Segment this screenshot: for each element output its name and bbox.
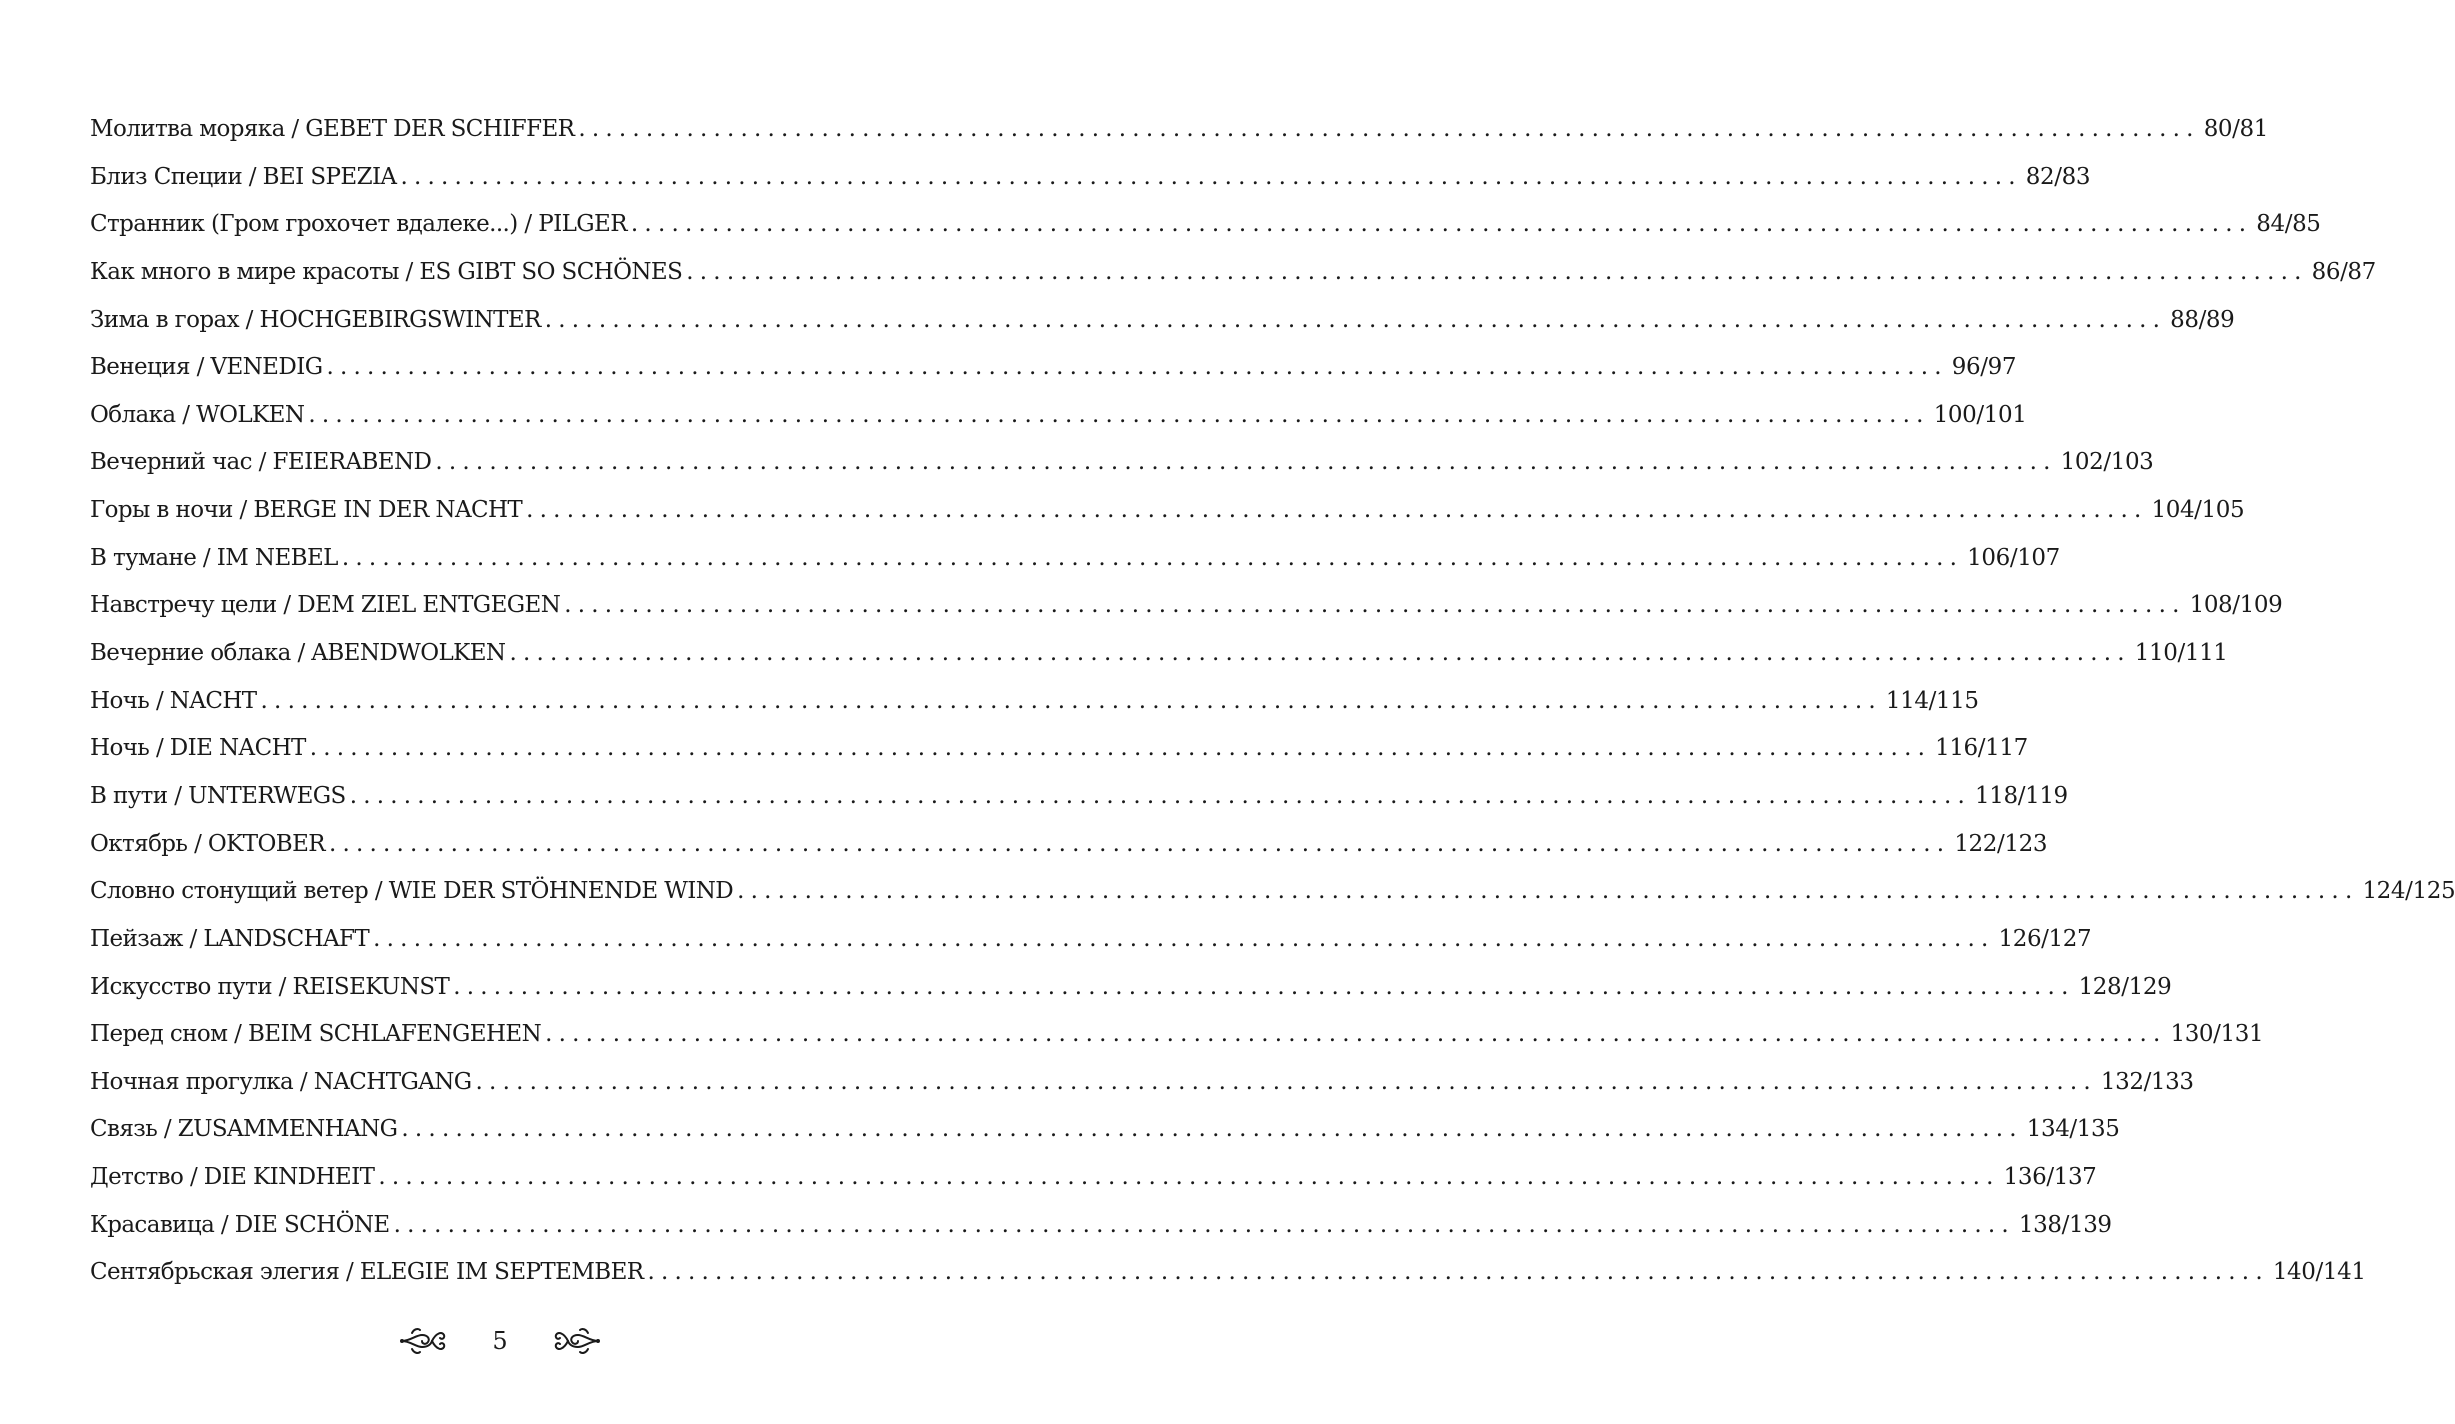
toc-entry-pages: 106/107 <box>1967 544 2060 571</box>
dot-leader: ........................................................................................................................ <box>737 878 2359 905</box>
toc-entry-pages: 82/83 <box>2025 163 2091 190</box>
toc-entry <box>90 392 2027 440</box>
toc-entry-title: Словно стонущий ветер / WIE DER STÖHNENDE WIND <box>90 878 734 905</box>
dot-leader: ........................................................................................................................ <box>400 163 2022 190</box>
toc-entry-title: Облака / WOLKEN <box>90 401 305 428</box>
toc-entry-pages: 104/105 <box>2151 497 2245 524</box>
toc-entry <box>90 106 2268 154</box>
toc-entry <box>90 344 2017 392</box>
dot-leader: ........................................................................................................................ <box>326 354 1948 381</box>
toc-entry <box>90 487 2245 535</box>
toc-entry-title: Молитва моряка / GEBET DER SCHIFFER <box>90 116 575 142</box>
toc-entry <box>90 916 2092 964</box>
toc-entry-pages: 128/129 <box>2078 973 2172 1000</box>
toc-entry-title: Венеция / VENEDIG <box>90 354 323 381</box>
toc-entry-title: Вечерние облака / ABENDWOLKEN <box>90 640 506 667</box>
toc-entry-title: Ночь / NACHT <box>90 687 257 714</box>
toc-entry-pages: 84/85 <box>2256 211 2321 238</box>
flourish-ornament-icon <box>552 1323 602 1359</box>
dot-leader: ........................................................................................................................ <box>545 1021 2167 1048</box>
page-footer <box>0 1318 1000 1364</box>
toc-entry <box>90 582 2283 630</box>
toc-entry-title: Искусство пути / REISEKUNST <box>90 973 450 1000</box>
toc-entry <box>90 1106 2120 1154</box>
toc-entry-pages: 126/127 <box>1998 925 2092 952</box>
dot-leader: ........................................................................................................................ <box>453 973 2075 1000</box>
dot-leader: ........................................................................................................................ <box>526 497 2148 524</box>
toc-entry-title: Сентябрьская элегия / ELEGIE IM SEPTEMBER <box>90 1259 644 1286</box>
toc-entry-pages: 138/139 <box>2018 1211 2112 1238</box>
dot-leader: ........................................................................................................................ <box>630 211 2253 238</box>
toc-entry-title: Перед сном / BEIM SCHLAFENGEHEN <box>90 1021 542 1048</box>
dot-leader: ........................................................................................................................ <box>393 1211 2015 1238</box>
toc-entry-title: В пути / UNTERWEGS <box>90 782 346 809</box>
toc-entry-pages: 86/87 <box>2311 258 2376 285</box>
toc-entry <box>90 678 1979 726</box>
toc-entry-pages: 122/123 <box>1954 830 2048 857</box>
dot-leader: ........................................................................................................................ <box>349 782 1972 809</box>
dot-leader: ........................................................................................................................ <box>564 592 2186 619</box>
table-of-contents <box>90 106 2455 1297</box>
toc-entry-pages: 124/125 <box>2362 878 2455 905</box>
dot-leader: ........................................................................................................................ <box>328 830 1951 857</box>
dot-leader: ........................................................................................................................ <box>308 401 1930 428</box>
toc-entry-pages: 134/135 <box>2026 1116 2120 1143</box>
toc-entry <box>90 1011 2264 1059</box>
dot-leader: ........................................................................................................................ <box>509 640 2131 667</box>
dot-leader: ........................................................................................................................ <box>373 925 1995 952</box>
dot-leader: ........................................................................................................................ <box>475 1068 2097 1095</box>
toc-entry <box>90 868 2455 916</box>
toc-entry <box>90 249 2376 297</box>
toc-entry <box>90 1249 2366 1297</box>
toc-entry-pages: 108/109 <box>2189 592 2283 619</box>
toc-entry-title: Связь / ZUSAMMENHANG <box>90 1116 398 1143</box>
toc-entry <box>90 439 2154 487</box>
toc-entry-title: Близ Специи / BEI SPEZIA <box>90 163 397 190</box>
toc-entry-pages: 96/97 <box>1951 354 2017 381</box>
toc-entry-title: Ночная прогулка / NACHTGANG <box>90 1068 472 1095</box>
toc-entry-title: В тумане / IM NEBEL <box>90 544 338 571</box>
toc-entry <box>90 964 2172 1012</box>
toc-entry-pages: 130/131 <box>2170 1021 2264 1048</box>
dot-leader: ........................................................................................................................ <box>401 1116 2023 1143</box>
toc-entry-pages: 116/117 <box>1935 735 2028 762</box>
toc-entry <box>90 630 2228 678</box>
toc-entry-title: Красавица / DIE SCHÖNE <box>90 1211 390 1238</box>
dot-leader: ........................................................................................................................ <box>378 1164 2000 1191</box>
toc-entry-title: Детство / DIE KINDHEIT <box>90 1164 375 1191</box>
dot-leader: ........................................................................................................................ <box>435 449 2057 476</box>
flourish-ornament-icon <box>398 1323 448 1359</box>
page-number: 5 <box>492 1327 508 1355</box>
toc-entry-title: Ночь / DIE NACHT <box>90 735 306 762</box>
toc-entry <box>90 773 2068 821</box>
toc-entry-pages: 88/89 <box>2170 306 2235 333</box>
toc-entry-title: Вечерний час / FEIERABEND <box>90 449 432 476</box>
toc-entry <box>90 1059 2194 1107</box>
toc-entry-pages: 102/103 <box>2060 449 2154 476</box>
dot-leader: ........................................................................................................................ <box>309 735 1932 762</box>
toc-entry-pages: 110/111 <box>2134 640 2228 667</box>
toc-entry-pages: 140/141 <box>2272 1259 2366 1286</box>
toc-entry <box>90 1202 2112 1250</box>
toc-entry <box>90 297 2235 345</box>
toc-entry <box>90 201 2321 249</box>
toc-entry-title: Октябрь / OKTOBER <box>90 830 325 857</box>
toc-entry-title: Как много в мире красоты / ES GIBT SO SCHÖNES <box>90 258 683 285</box>
toc-entry-title: Навстречу цели / DEM ZIEL ENTGEGEN <box>90 592 561 619</box>
toc-entry <box>90 154 2091 202</box>
toc-entry <box>90 535 2060 583</box>
toc-entry-pages: 136/137 <box>2003 1164 2097 1191</box>
toc-entry-title: Странник (Гром грохочет вдалеке...) / PILGER <box>90 211 627 238</box>
toc-entry-title: Горы в ночи / BERGE IN DER NACHT <box>90 497 523 524</box>
toc-entry-pages: 114/115 <box>1885 687 1979 714</box>
toc-entry <box>90 821 2048 869</box>
dot-leader: ........................................................................................................................ <box>578 116 2200 142</box>
toc-entry-title: Пейзаж / LANDSCHAFT <box>90 925 370 952</box>
toc-entry-pages: 118/119 <box>1975 782 2068 809</box>
dot-leader: ........................................................................................................................ <box>544 306 2167 333</box>
toc-entry-pages: 80/81 <box>2203 116 2268 142</box>
toc-entry <box>90 725 2028 773</box>
toc-entry-pages: 100/101 <box>1933 401 2027 428</box>
dot-leader: ........................................................................................................................ <box>260 687 1882 714</box>
dot-leader: ........................................................................................................................ <box>686 258 2308 285</box>
toc-entry-pages: 132/133 <box>2100 1068 2194 1095</box>
toc-entry <box>90 1154 2097 1202</box>
dot-leader: ........................................................................................................................ <box>341 544 1964 571</box>
toc-entry-title: Зима в горах / HOCHGEBIRGSWINTER <box>90 306 541 333</box>
dot-leader: ........................................................................................................................ <box>647 1259 2269 1286</box>
